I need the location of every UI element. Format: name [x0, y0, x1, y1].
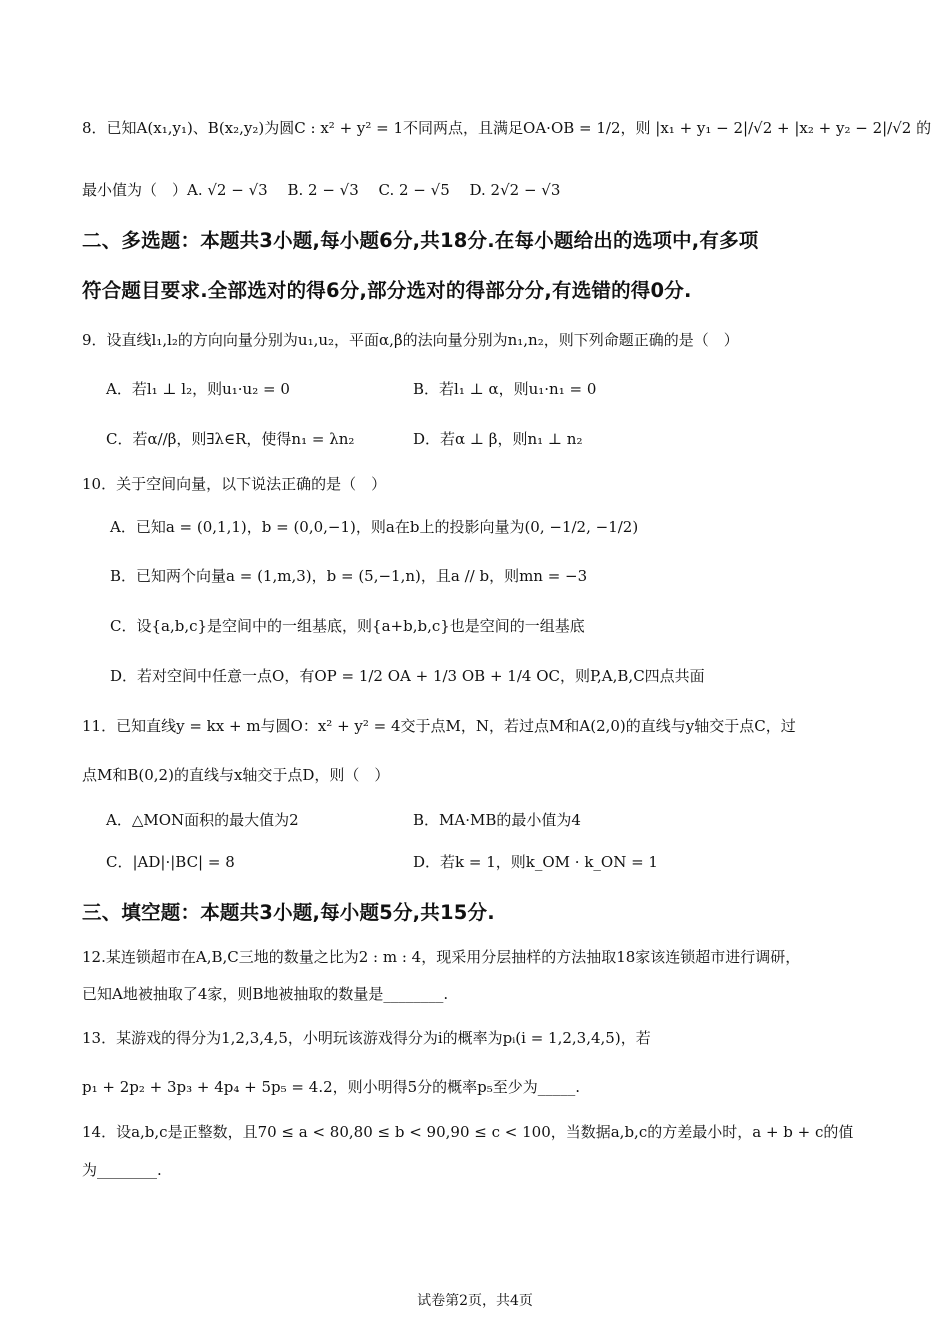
q9-stem: 9．设直线l₁,l₂的方向向量分别为u₁,u₂，平面α,β的法向量分别为n₁,n₂，则下列命题正确的是（ ） [82, 331, 739, 349]
q9-option-d: D．若α ⊥ β，则n₁ ⊥ n₂ [413, 430, 583, 448]
q10-option-b: B．已知两个向量a = (1,m,3)，b = (5,−1,n)，且a // b，则mn = −3 [110, 567, 588, 585]
q13-line1: 13．某游戏的得分为1,2,3,4,5，小明玩该游戏得分为i的概率为pᵢ(i = 1,2,3,4,5)，若 [82, 1029, 651, 1047]
q10-stem: 10．关于空间向量，以下说法正确的是（ ） [82, 475, 387, 493]
q9-option-c: C．若α//β，则∃λ∈R，使得n₁ = λn₂ [106, 430, 355, 448]
q8-line2: 最小值为（ ）A. √2 − √3 B. 2 − √3 C. 2 − √5 D. 2√2 − √3 [82, 181, 561, 199]
section3-heading: 三、填空题：本题共3小题,每小题5分,共15分. [82, 901, 495, 924]
q11-line2: 点M和B(0,2)的直线与x轴交于点D，则（ ） [82, 766, 390, 784]
q8-line1: 8．已知A(x₁,y₁)、B(x₂,y₂)为圆C : x² + y² = 1不同两点，且满足OA·OB = 1/2，则 |x₁ + y₁ − 2|/√2 + |x₂ + y₂ − 2|/√2 的 [82, 119, 932, 137]
q9-option-b: B．若l₁ ⊥ α，则u₁·n₁ = 0 [413, 380, 597, 398]
q12-line1: 12.某连锁超市在A,B,C三地的数量之比为2 : m : 4，现采用分层抽样的方法抽取18家该连锁超市进行调研， [82, 948, 801, 966]
q11-option-c: C．|AD|·|BC| = 8 [106, 853, 235, 871]
q12-line2: 已知A地被抽取了4家，则B地被抽取的数量是________. [82, 985, 449, 1003]
q13-line2: p₁ + 2p₂ + 3p₃ + 4p₄ + 5p₅ = 4.2，则小明得5分的概率p₅至少为_____. [82, 1078, 581, 1096]
q14-line1: 14．设a,b,c是正整数，且70 ≤ a < 80,80 ≤ b < 90,90 ≤ c < 100，当数据a,b,c的方差最小时，a + b + c的值 [82, 1123, 854, 1141]
page-footer: 试卷第2页，共4页 [417, 1293, 533, 1309]
q9-option-a: A．若l₁ ⊥ l₂，则u₁·u₂ = 0 [106, 380, 290, 398]
q10-option-d: D．若对空间中任意一点O，有OP = 1/2 OA + 1/3 OB + 1/4 OC，则P,A,B,C四点共面 [110, 667, 705, 685]
q11-option-a: A．△MON面积的最大值为2 [106, 811, 299, 829]
section2-heading-line1: 二、多选题：本题共3小题,每小题6分,共18分.在每小题给出的选项中,有多项 [82, 229, 759, 252]
q11-line1: 11．已知直线y = kx + m与圆O：x² + y² = 4交于点M，N，若过点M和A(2,0)的直线与y轴交于点C，过 [82, 717, 796, 735]
q11-option-b: B．MA·MB的最小值为4 [413, 811, 581, 829]
q11-option-d: D．若k = 1，则k_OM · k_ON = 1 [413, 853, 658, 871]
q10-option-a: A．已知a = (0,1,1)，b = (0,0,−1)，则a在b上的投影向量为(0, −1/2, −1/2) [110, 518, 639, 536]
q10-option-c: C．设{a,b,c}是空间中的一组基底，则{a+b,b,c}也是空间的一组基底 [110, 617, 585, 635]
q14-line2: 为________. [82, 1161, 162, 1179]
section2-heading-line2: 符合题目要求.全部选对的得6分,部分选对的得部分分,有选错的得0分. [82, 279, 692, 302]
